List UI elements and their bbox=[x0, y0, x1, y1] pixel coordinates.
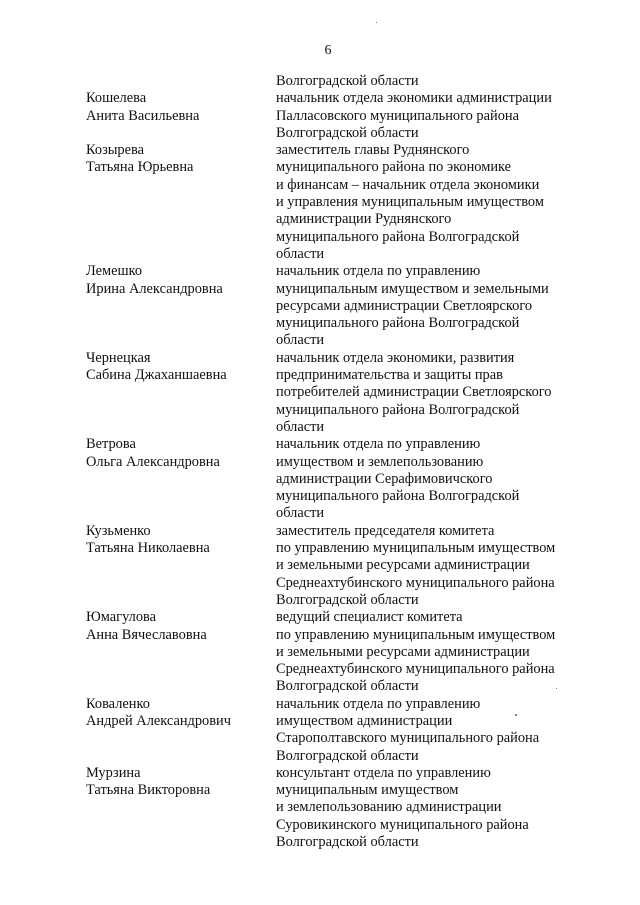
position-line: Волгоградской области bbox=[276, 678, 419, 695]
position-line: имуществом и землепользованию bbox=[276, 453, 484, 470]
position-line: муниципального района по экономике bbox=[276, 159, 512, 176]
staff-entry bbox=[86, 696, 586, 765]
staff-entry bbox=[86, 90, 586, 142]
position-line: муниципального района Волгоградской bbox=[276, 401, 520, 418]
staff-entry bbox=[86, 142, 586, 263]
position-line: муниципального района Волгоградской bbox=[276, 228, 520, 245]
scan-speck bbox=[556, 688, 557, 689]
position-line: администрации Руднянского bbox=[276, 211, 452, 228]
given-name: Татьяна Николаевна bbox=[86, 540, 210, 557]
name-column bbox=[86, 436, 276, 522]
position-line: Среднеахтубинского муниципального района bbox=[276, 574, 555, 591]
staff-entry bbox=[86, 523, 586, 609]
position-line: Среднеахтубинского муниципального района bbox=[276, 661, 555, 678]
position-line: заместитель главы Руднянского bbox=[276, 142, 470, 159]
page-number: 6 bbox=[324, 43, 332, 58]
position-line: области bbox=[276, 418, 325, 435]
position-line: муниципальным имуществом bbox=[276, 782, 459, 799]
position-line: муниципального района Волгоградской bbox=[276, 488, 520, 505]
position-column bbox=[276, 436, 586, 522]
position-line: муниципального района Волгоградской bbox=[276, 315, 520, 332]
position-line: и землепользованию администрации bbox=[276, 799, 502, 816]
position-line: начальник отдела по управлению bbox=[276, 695, 481, 712]
position-line: начальник отдела по управлению bbox=[276, 436, 481, 453]
surname: Кошелева bbox=[86, 90, 147, 107]
given-name: Ольга Александровна bbox=[86, 453, 220, 470]
staff-entry bbox=[86, 350, 586, 436]
given-name: Ирина Александровна bbox=[86, 280, 223, 297]
position-line: Волгоградской области bbox=[276, 124, 419, 141]
position-line: Волгоградской области bbox=[276, 73, 419, 89]
position-column bbox=[276, 609, 586, 695]
name-column bbox=[86, 263, 276, 349]
position-column bbox=[276, 142, 586, 263]
position-column bbox=[276, 350, 586, 436]
position-column bbox=[276, 90, 586, 142]
position-line: области bbox=[276, 505, 325, 522]
surname: Козырева bbox=[86, 142, 145, 159]
position-column bbox=[276, 263, 586, 349]
scan-speck bbox=[515, 714, 517, 716]
name-column bbox=[86, 609, 276, 695]
given-name: Анна Вячеславовна bbox=[86, 626, 207, 643]
given-name: Сабина Джаханшаевна bbox=[86, 367, 227, 384]
position-line: предпринимательства и защиты прав bbox=[276, 367, 503, 384]
surname: Коваленко bbox=[86, 695, 150, 712]
position-line: и земельными ресурсами администрации bbox=[276, 643, 530, 660]
position-line: заместитель председателя комитета bbox=[276, 522, 495, 539]
given-name: Анита Васильевна bbox=[86, 107, 200, 124]
position-line: потребителей администрации Светлоярского bbox=[276, 384, 552, 401]
position-column bbox=[276, 765, 586, 851]
position-line: муниципальным имуществом и земельными bbox=[276, 280, 549, 297]
staff-list bbox=[86, 73, 586, 851]
position-line: Волгоградской области bbox=[276, 834, 419, 851]
name-column bbox=[86, 523, 276, 609]
position-line: и земельными ресурсами администрации bbox=[276, 557, 530, 574]
staff-entry bbox=[86, 765, 586, 851]
surname: Чернецкая bbox=[86, 349, 151, 366]
name-column bbox=[86, 142, 276, 263]
continuation-row bbox=[86, 73, 586, 90]
surname: Кузьменко bbox=[86, 522, 151, 539]
name-column bbox=[86, 696, 276, 765]
position-line: по управлению муниципальным имуществом bbox=[276, 626, 556, 643]
given-name: Татьяна Юрьевна bbox=[86, 159, 194, 176]
position-line: начальник отдела экономики, развития bbox=[276, 349, 515, 366]
position-line: консультант отдела по управлению bbox=[276, 764, 491, 781]
position-line: начальник отдела по управлению bbox=[276, 263, 481, 280]
position-line: и управления муниципальным имуществом bbox=[276, 194, 544, 211]
position-line: ресурсами администрации Светлоярского bbox=[276, 297, 533, 314]
position-column bbox=[276, 696, 586, 765]
position-line: по управлению муниципальным имуществом bbox=[276, 540, 556, 557]
position-column bbox=[276, 523, 586, 609]
position-line: Волгоградской области bbox=[276, 591, 419, 608]
surname: Ветрова bbox=[86, 436, 136, 453]
staff-entry bbox=[86, 609, 586, 695]
name-column bbox=[86, 350, 276, 436]
position-line: имуществом администрации bbox=[276, 712, 453, 729]
position-line: Палласовского муниципального района bbox=[276, 107, 519, 124]
position-line: администрации Серафимовичского bbox=[276, 470, 493, 487]
position-line: Суровикинского муниципального района bbox=[276, 816, 529, 833]
name-column bbox=[86, 73, 276, 90]
staff-entry bbox=[86, 263, 586, 349]
position-line: Старополтавского муниципального района bbox=[276, 730, 540, 747]
name-column bbox=[86, 90, 276, 142]
name-column bbox=[86, 765, 276, 851]
surname: Мурзина bbox=[86, 764, 141, 781]
surname: Юмагулова bbox=[86, 609, 157, 626]
position-line: Волгоградской области bbox=[276, 747, 419, 764]
scan-speck bbox=[376, 22, 377, 23]
position-line: ведущий специалист комитета bbox=[276, 609, 463, 626]
position-line: области bbox=[276, 245, 325, 262]
position-line: и финансам – начальник отдела экономики bbox=[276, 176, 540, 193]
position-column bbox=[276, 73, 586, 90]
given-name: Андрей Александрович bbox=[86, 712, 231, 729]
position-line: начальник отдела экономики администрации bbox=[276, 90, 552, 107]
position-line: области bbox=[276, 332, 325, 349]
surname: Лемешко bbox=[86, 263, 143, 280]
given-name: Татьяна Викторовна bbox=[86, 782, 211, 799]
staff-entry bbox=[86, 436, 586, 522]
